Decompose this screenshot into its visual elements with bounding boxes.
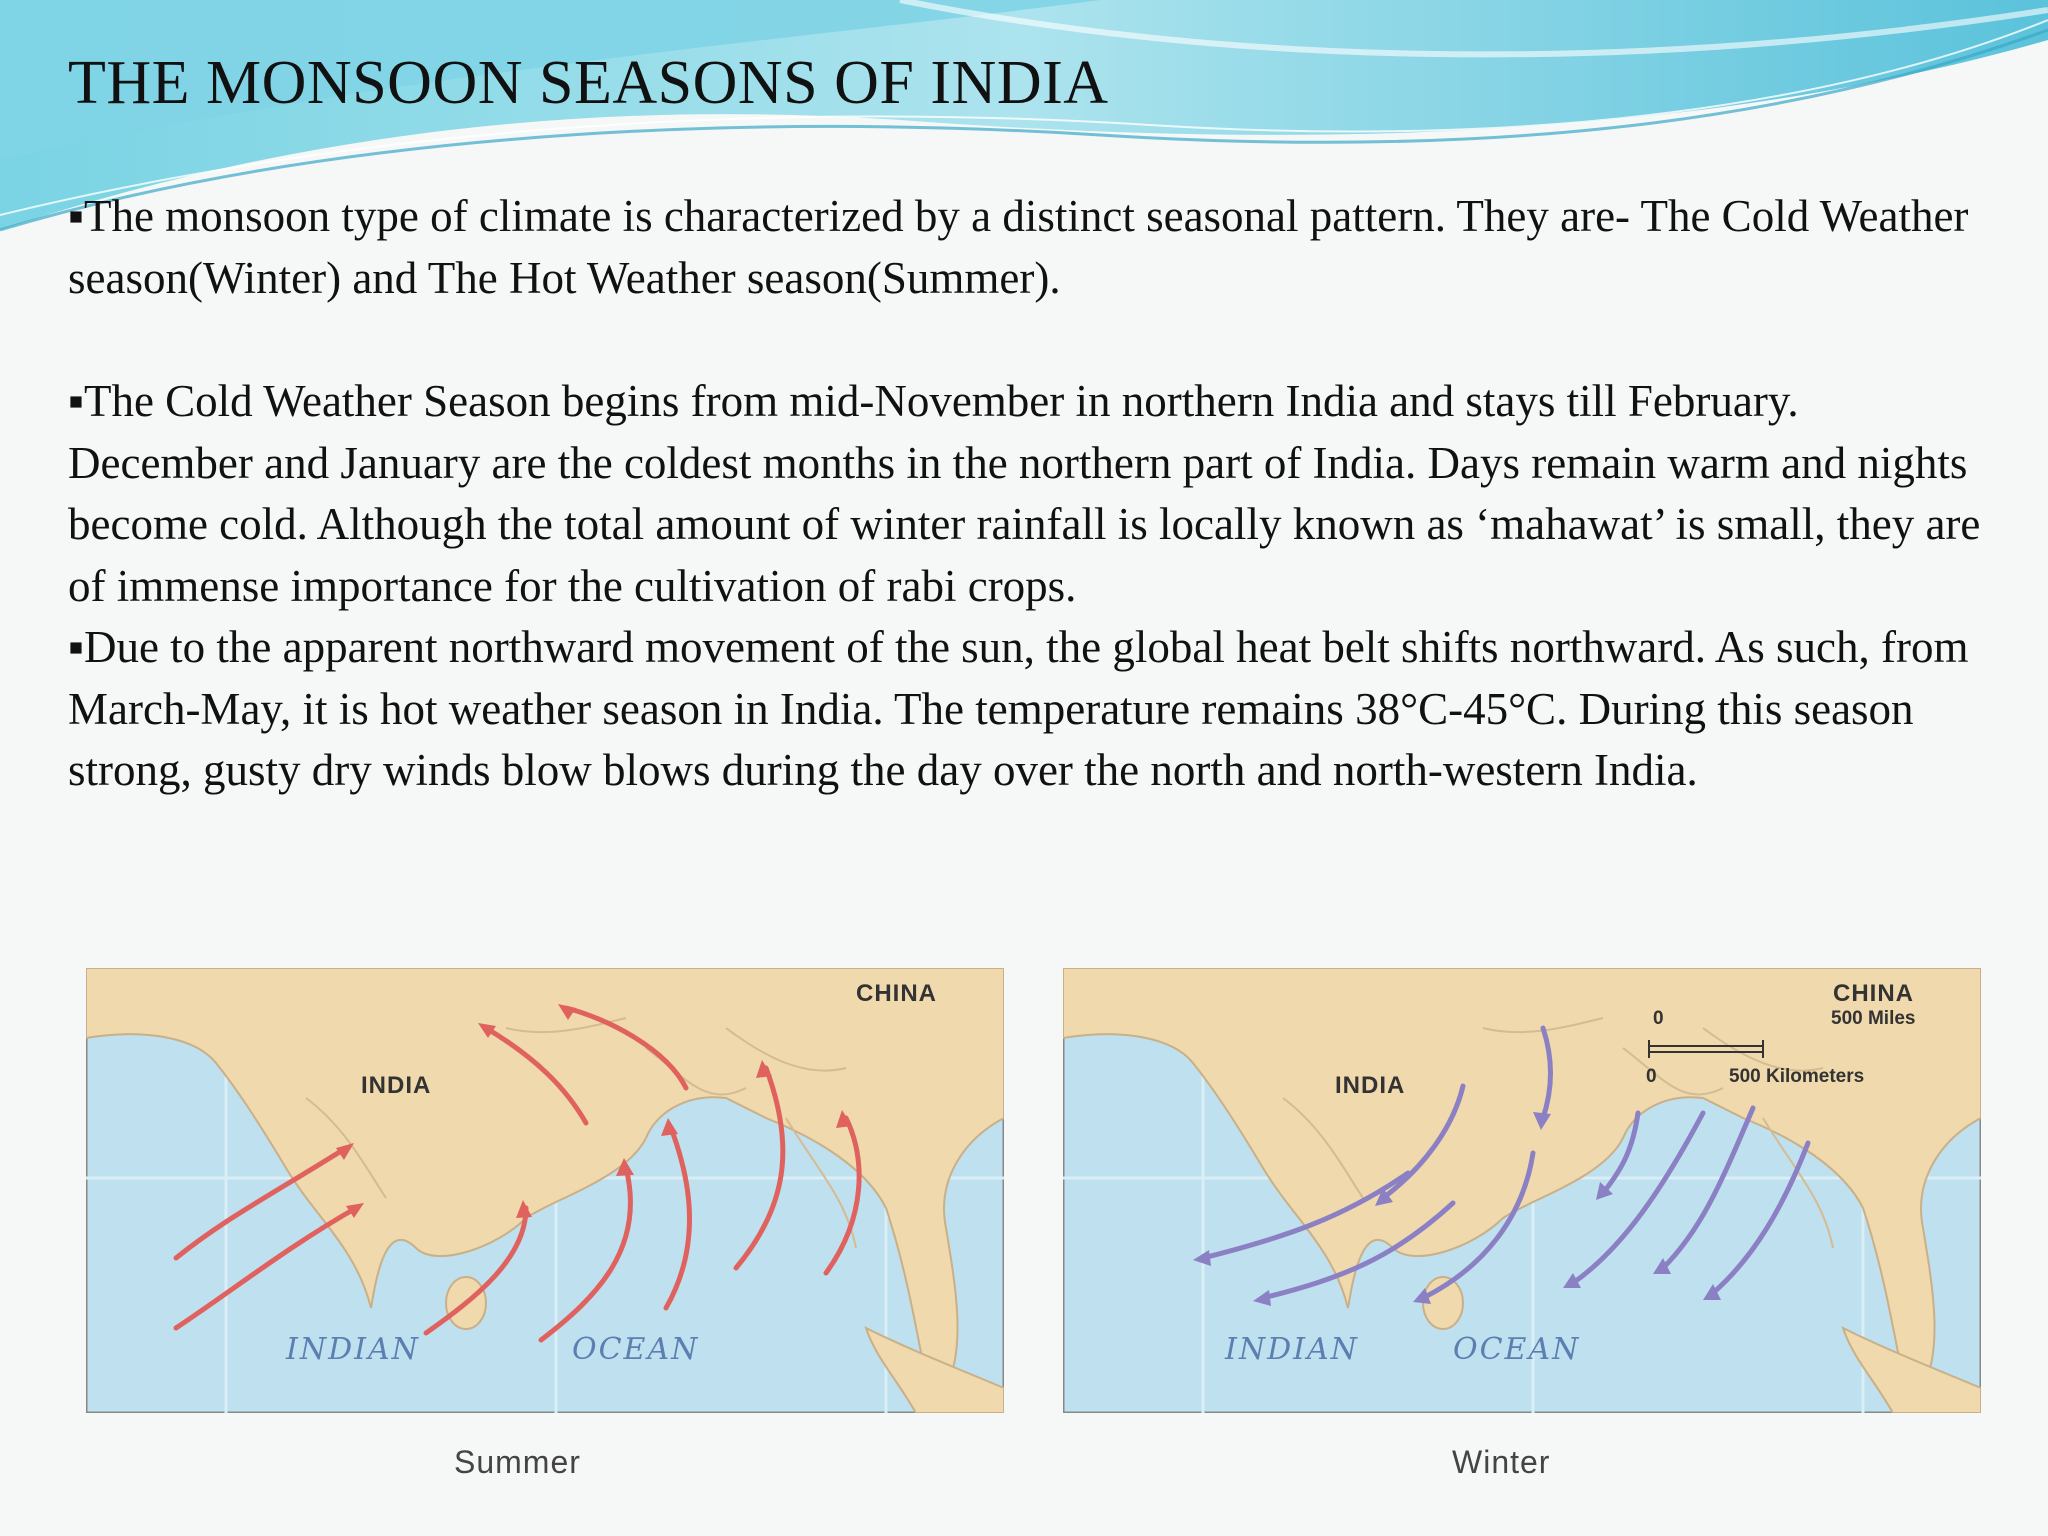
winter-scale-km: 500 Kilometers: [1729, 1066, 1865, 1087]
content-body: [68, 186, 1993, 802]
paragraph-seasons-intro: ▪The monsoon type of climate is characterized by a distinct seasonal pattern. They are- The Cold Weather season(Winter) and The Hot Weather season(Summer).: [68, 191, 1969, 303]
winter-label-china: CHINA: [1833, 980, 1914, 1007]
winter-scale-zero-km: 0: [1646, 1066, 1657, 1087]
summer-label-ocean-indian: INDIAN: [286, 1332, 420, 1367]
winter-caption: Winter: [1452, 1444, 1551, 1480]
page-title: THE MONSOON SEASONS OF INDIA: [68, 49, 1109, 117]
paragraph-cold-weather: ▪The Cold Weather Season begins from mid-November in northern India and stays till February. December and January are the coldest months in the northern part of India. Days remain warm and nights become cold. Although the total amount of winter rainfall is locally known as ‘mahawat’ is small, they are of immense importance for the cultivation of rabi crops.: [68, 376, 1981, 611]
winter-scale-zero-miles: 0: [1653, 1008, 1664, 1029]
summer-label-ocean-ocean: OCEAN: [572, 1332, 700, 1367]
summer-label-china: CHINA: [856, 980, 937, 1007]
summer-map-image: [86, 968, 1004, 1413]
summer-label-india: INDIA: [361, 1072, 432, 1099]
winter-label-india: INDIA: [1335, 1072, 1406, 1099]
winter-label-ocean-ocean: OCEAN: [1453, 1332, 1581, 1367]
winter-scale-miles: 500 Miles: [1831, 1008, 1916, 1029]
summer-caption: Summer: [454, 1444, 581, 1480]
winter-map: [1063, 968, 1981, 1413]
paragraph-hot-weather: ▪Due to the apparent northward movement of the sun, the global heat belt shifts northward. As such, from March-May, it is hot weather season in India. The temperature remains 38°C-45°C. During this season strong, gusty dry winds blow blows during the day over the north and north-western India.: [68, 622, 1969, 795]
summer-map: [86, 968, 1004, 1413]
winter-label-ocean-indian: INDIAN: [1225, 1332, 1359, 1367]
